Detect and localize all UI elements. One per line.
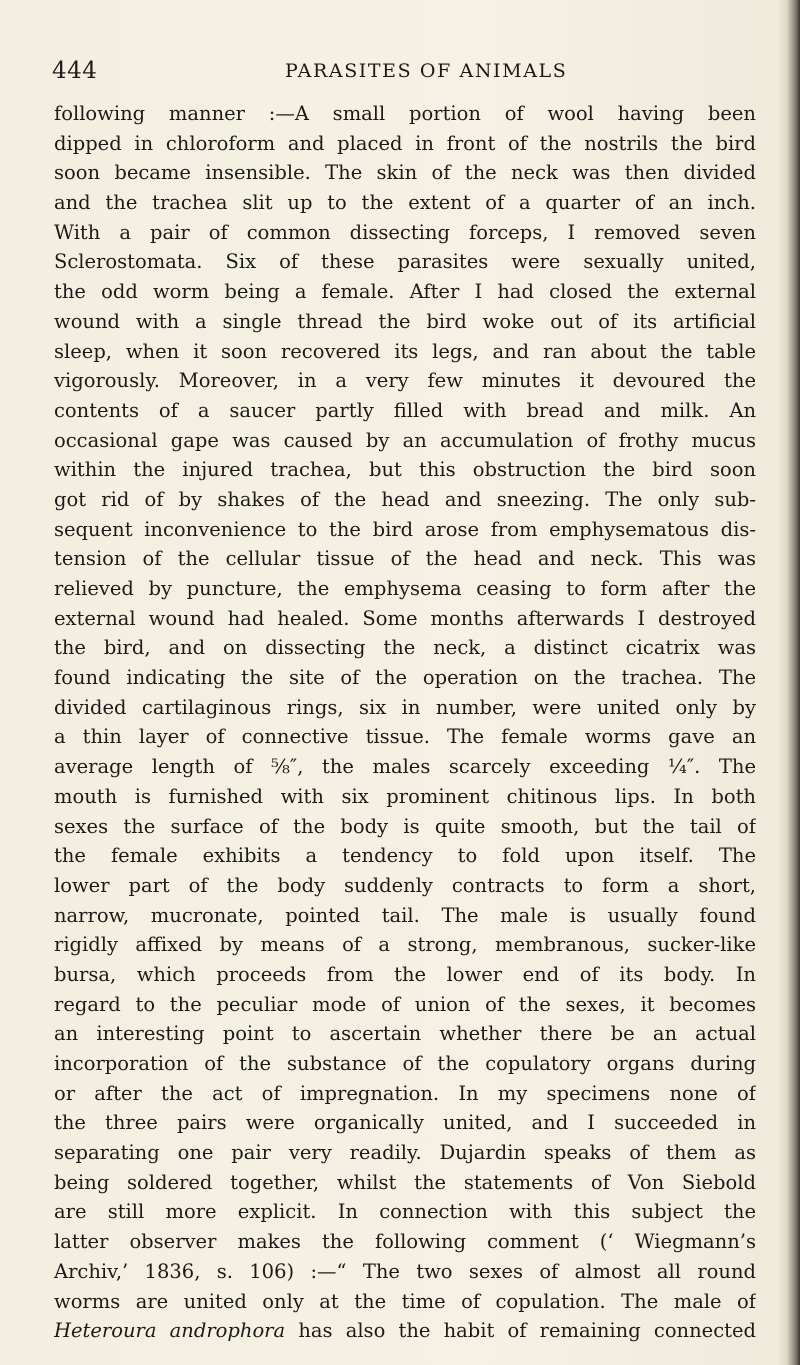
running-title: PARASITES OF ANIMALS — [285, 60, 568, 82]
text-line: average length of ⅝″, the males scarcely exceeding ¼″. The — [54, 755, 756, 779]
text-line: external wound had healed. Some months afterwards I destroyed — [54, 606, 756, 630]
text-line: incorporation of the substance of the copulatory organs during — [54, 1052, 756, 1075]
text-line: and the trachea slit up to the extent of a quarter of an inch. — [54, 191, 756, 215]
text-line: sleep, when it soon recovered its legs, and ran about the table — [54, 339, 756, 363]
text-line: Archiv,’ 1836, s. 106) :—“ The two sexes of almost all round — [54, 1259, 756, 1283]
text-line: sexes the surface of the body is quite smooth, but the tail of — [54, 814, 756, 838]
text-line: mouth is furnished with six prominent chitinous lips. In both — [54, 784, 756, 808]
text-line: an interesting point to ascertain whether there be an actual — [54, 1022, 756, 1046]
page-header — [52, 58, 752, 88]
text-line: relieved by puncture, the emphysema ceasing to form after the — [54, 577, 756, 600]
italic-species-name: Heteroura androphora — [54, 1319, 286, 1343]
text-line: within the injured trachea, but this obstruction the bird soon — [54, 458, 756, 482]
text-line: found indicating the site of the operation on the trachea. The — [54, 666, 756, 690]
text-line: soon became insensible. The skin of the neck was then divided — [54, 161, 756, 185]
text-line: following manner :—A small portion of wool having been — [54, 102, 756, 125]
text-line: dipped in chloroform and placed in front of the nostrils the bird — [54, 131, 756, 155]
text-line: separating one pair very readily. Dujardin speaks of them as — [54, 1141, 756, 1165]
text-line: wound with a single thread the bird woke out of its artificial — [54, 309, 756, 333]
page-number: 444 — [52, 58, 98, 84]
text-line: the female exhibits a tendency to fold upon itself. The — [54, 844, 756, 868]
text-line: contents of a saucer partly filled with bread and milk. An — [54, 398, 756, 422]
text-line: worms are united only at the time of copulation. The male of — [54, 1289, 756, 1313]
text-line: rigidly affixed by means of a strong, membranous, sucker-like — [54, 933, 756, 957]
page-edge-shadow — [778, 0, 800, 1365]
text-line: vigorously. Moreover, in a very few minutes it devoured the — [54, 369, 756, 393]
body-text — [54, 99, 756, 1346]
text-line: lower part of the body suddenly contracts to form a short, — [54, 873, 756, 897]
text-line-final — [54, 1316, 756, 1346]
final-line-rest: has also the habit of remaining connected — [285, 1319, 756, 1343]
text-line: a thin layer of connective tissue. The female worms gave an — [54, 725, 756, 749]
text-line: sequent inconvenience to the bird arose from emphysematous dis- — [54, 517, 756, 541]
text-line: bursa, which proceeds from the lower end of its body. In — [54, 962, 756, 986]
text-line: the bird, and on dissecting the neck, a distinct cicatrix was — [54, 636, 756, 660]
text-line: With a pair of common dissecting forceps, I removed seven — [54, 220, 756, 244]
text-line: Sclerostomata. Six of these parasites were sexually united, — [54, 250, 756, 274]
text-line: got rid of by shakes of the head and sneezing. The only sub- — [54, 487, 756, 511]
text-line: regard to the peculiar mode of union of the sexes, it becomes — [54, 992, 756, 1016]
text-line: tension of the cellular tissue of the head and neck. This was — [54, 547, 756, 571]
text-line: or after the act of impregnation. In my specimens none of — [54, 1081, 756, 1105]
text-line: being soldered together, whilst the statements of Von Siebold — [54, 1170, 756, 1194]
text-line: the odd worm being a female. After I had closed the external — [54, 280, 756, 304]
text-line: divided cartilaginous rings, six in number, were united only by — [54, 695, 756, 719]
text-line: narrow, mucronate, pointed tail. The male is usually found — [54, 903, 756, 927]
text-line: the three pairs were organically united, and I succeeded in — [54, 1111, 756, 1135]
text-line: are still more explicit. In connection with this subject the — [54, 1200, 756, 1224]
text-line: latter observer makes the following comment (‘ Wiegmann’s — [54, 1230, 756, 1254]
text-line: occasional gape was caused by an accumulation of frothy mucus — [54, 428, 756, 452]
